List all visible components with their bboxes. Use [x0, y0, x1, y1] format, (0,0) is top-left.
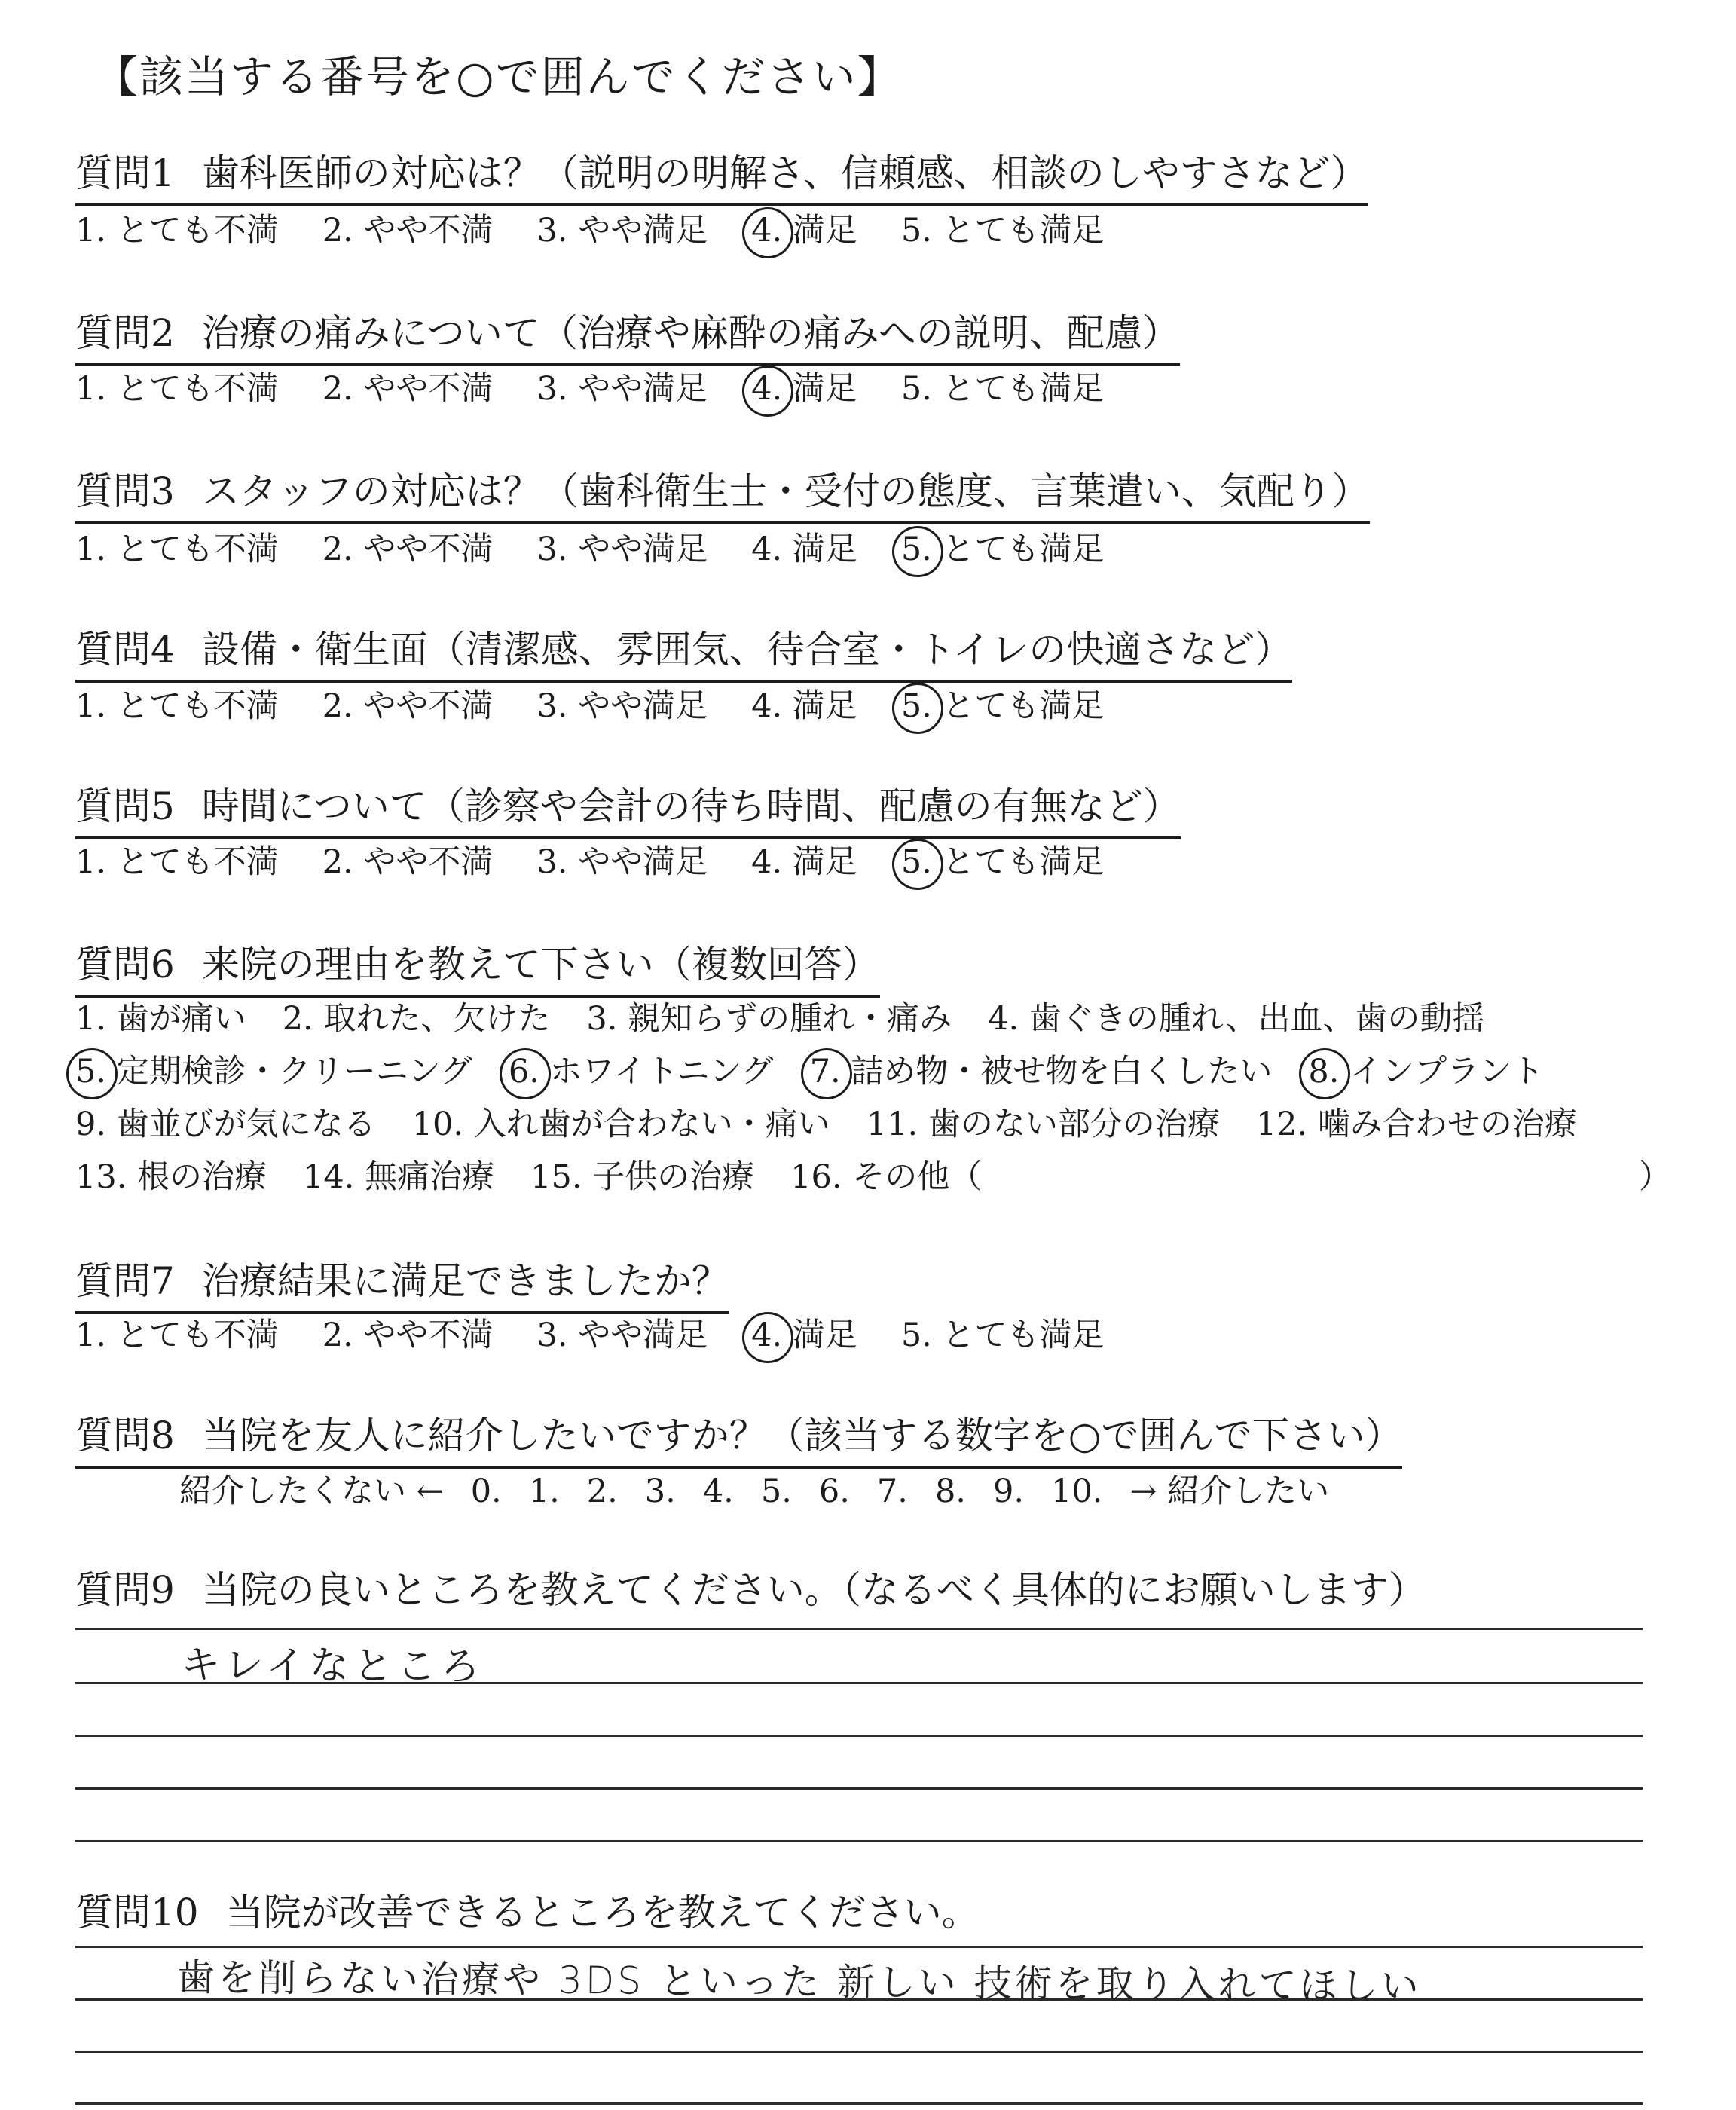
q6-option-11[interactable]: 11. 歯のない部分の治療 [866, 1105, 1220, 1143]
question-4-heading [75, 619, 1292, 683]
answer-line [75, 1998, 1643, 2001]
question-6-row-1 [75, 993, 1521, 1039]
q2-option-3[interactable]: 3. やや満足 [536, 370, 708, 408]
question-5-heading [75, 776, 1181, 839]
question-1-label: 質問1 [75, 151, 175, 195]
q7-option-3[interactable]: 3. やや満足 [536, 1316, 708, 1354]
question-2-label: 質問2 [75, 311, 175, 355]
question-2-heading [75, 303, 1180, 366]
question-9-heading [75, 1560, 1426, 1620]
q6-option-10[interactable]: 10. 入れ歯が合わない・痛い [411, 1105, 830, 1143]
q7-option-4-circled[interactable]: 4. 満足 [751, 1316, 857, 1354]
question-7-label: 質問7 [75, 1259, 175, 1303]
q3-option-3[interactable]: 3. やや満足 [536, 531, 708, 568]
scale-right-label: → 紹介したい [1129, 1472, 1330, 1510]
q6-option-16[interactable]: 16. その他（ [790, 1158, 983, 1196]
q6-answer-circle-8: 8. [1308, 1053, 1340, 1090]
question-5-options [75, 836, 1148, 882]
answer-line [75, 2051, 1643, 2053]
question-6-label: 質問6 [75, 943, 175, 986]
answer-line [75, 1628, 1643, 1630]
question-4-text: 設備・衛生面（清潔感、雰囲気、待合室・トイレの快適さなど） [201, 628, 1293, 671]
q2-option-4-circled[interactable]: 4. 満足 [751, 370, 857, 408]
q3-option-1[interactable]: 1. とても不満 [75, 531, 279, 568]
q1-option-4-circled[interactable]: 4. 満足 [751, 212, 857, 249]
answer-line [75, 1682, 1643, 1684]
q6-option-1[interactable]: 1. 歯が痛い [75, 1000, 246, 1038]
q7-option-1[interactable]: 1. とても不満 [75, 1316, 279, 1354]
question-7-heading [75, 1251, 729, 1314]
scale-9[interactable]: 9. [992, 1472, 1025, 1510]
question-10-label: 質問10 [75, 1891, 199, 1934]
question-6-row-2 [75, 1046, 1580, 1092]
question-1-text: 歯科医師の対応は？（説明の明解さ、信頼感、相談のしやすさなど） [201, 151, 1368, 195]
answer-line [75, 2102, 1643, 2105]
question-8-heading [75, 1405, 1402, 1469]
q6-option-2[interactable]: 2. 取れた、欠けた [282, 1000, 551, 1038]
scale-2[interactable]: 2. [586, 1472, 618, 1510]
page-title: 【該当する番号を○で囲んでください】 [94, 51, 903, 102]
question-2-options [75, 363, 1148, 409]
question-10-heading [75, 1882, 980, 1943]
question-6-row-4 [75, 1151, 1018, 1197]
q5-option-3[interactable]: 3. やや満足 [536, 843, 708, 881]
q6-option-3[interactable]: 3. 親知らずの腫れ・痛み [586, 1000, 952, 1038]
scale-8[interactable]: 8. [934, 1472, 966, 1510]
question-9-label: 質問9 [75, 1568, 175, 1612]
q6-option-4[interactable]: 4. 歯ぐきの腫れ、出血、歯の動揺 [988, 1000, 1485, 1038]
scale-0[interactable]: 0. [470, 1472, 502, 1510]
q1-option-3[interactable]: 3. やや満足 [536, 212, 708, 249]
q6-answer-circle-7: 7. [809, 1053, 841, 1090]
question-10-answer-handwriting[interactable]: 歯を削らない治療や 3DS といった 新しい 技術を取り入れてほしい [176, 1956, 1422, 2008]
scale-3[interactable]: 3. [644, 1472, 676, 1510]
scale-1[interactable]: 1. [528, 1472, 560, 1510]
q4-answer-circle: 5. [900, 687, 932, 725]
question-5-text: 時間について（診察や会計の待ち時間、配慮の有無など） [201, 784, 1181, 828]
q4-option-3[interactable]: 3. やや満足 [536, 687, 708, 725]
question-3-heading [75, 461, 1370, 524]
q6-other-close-paren: ） [1639, 1158, 1671, 1196]
question-8-scale [179, 1466, 1356, 1512]
question-1-heading [75, 143, 1368, 206]
q5-option-2[interactable]: 2. やや不満 [322, 843, 494, 881]
scale-5[interactable]: 5. [760, 1472, 792, 1510]
q7-answer-circle: 4. [751, 1316, 783, 1354]
q2-answer-circle: 4. [751, 370, 783, 408]
question-9-text: 当院の良いところを教えてください。（なるべく具体的にお願いします） [201, 1568, 1426, 1612]
q7-option-2[interactable]: 2. やや不満 [322, 1316, 494, 1354]
scale-left-label: 紹介したくない ← [179, 1472, 444, 1510]
q2-option-1[interactable]: 1. とても不満 [75, 370, 279, 408]
q1-option-5[interactable]: 5. とても満足 [900, 212, 1105, 249]
q4-option-5-circled[interactable]: 5. とても満足 [900, 687, 1105, 725]
question-5-label: 質問5 [75, 784, 175, 828]
question-6-row-3 [75, 1099, 1613, 1145]
q1-option-2[interactable]: 2. やや不満 [322, 212, 494, 249]
question-3-label: 質問3 [75, 469, 175, 513]
question-10-text: 当院が改善できるところを教えてください。 [225, 1891, 980, 1934]
question-4-options [75, 680, 1148, 726]
question-7-text: 治療結果に満足できましたか？ [201, 1259, 729, 1303]
question-7-options [75, 1310, 1148, 1356]
question-4-label: 質問4 [75, 628, 175, 671]
q6-option-12[interactable]: 12. 噛み合わせの治療 [1255, 1105, 1577, 1143]
q5-answer-circle: 5. [900, 843, 932, 881]
question-3-text: スタッフの対応は？（歯科衛生士・受付の態度、言葉遣い、気配り） [201, 469, 1370, 513]
q6-answer-circle-6: 6. [508, 1053, 539, 1090]
question-3-options [75, 524, 1148, 570]
q2-option-2[interactable]: 2. やや不満 [322, 370, 494, 408]
question-6-text: 来院の理由を教えて下さい（複数回答） [201, 943, 880, 986]
question-1-options [75, 205, 1148, 251]
q5-option-5-circled[interactable]: 5. とても満足 [900, 843, 1105, 881]
q3-option-5-circled[interactable]: 5. とても満足 [900, 531, 1105, 568]
answer-line [75, 1840, 1643, 1842]
scale-10[interactable]: 10. [1051, 1472, 1103, 1510]
q4-option-2[interactable]: 2. やや不満 [322, 687, 494, 725]
q7-option-5[interactable]: 5. とても満足 [900, 1316, 1105, 1354]
q6-option-5-circled[interactable]: 5. 定期検診・クリーニング [75, 1053, 472, 1090]
q6-option-6-circled[interactable]: 6. ホワイトニング [508, 1053, 774, 1090]
q5-option-1[interactable]: 1. とても不満 [75, 843, 279, 881]
q1-answer-circle: 4. [751, 212, 783, 249]
q2-option-5[interactable]: 5. とても満足 [900, 370, 1105, 408]
question-9-answer-handwriting[interactable]: キレイなところ [180, 1642, 485, 1690]
q5-option-4[interactable]: 4. 満足 [751, 843, 857, 881]
question-2-text: 治療の痛みについて（治療や麻酔の痛みへの説明、配慮） [201, 311, 1180, 355]
q3-answer-circle: 5. [900, 531, 932, 568]
q6-option-7-circled[interactable]: 7. 詰め物・被せ物を白くしたい [809, 1053, 1273, 1090]
scale-7[interactable]: 7. [876, 1472, 908, 1510]
scale-4[interactable]: 4. [702, 1472, 734, 1510]
q6-option-15[interactable]: 15. 子供の治療 [530, 1158, 755, 1196]
question-8-label: 質問8 [75, 1414, 175, 1457]
q6-option-8-circled[interactable]: 8. インプラント [1308, 1053, 1545, 1090]
q1-option-1[interactable]: 1. とても不満 [75, 212, 279, 249]
question-8-text: 当院を友人に紹介したいですか？（該当する数字を○で囲んで下さい） [201, 1414, 1403, 1457]
q6-option-14[interactable]: 14. 無痛治療 [303, 1158, 495, 1196]
answer-line [75, 1787, 1643, 1790]
scale-6[interactable]: 6. [818, 1472, 850, 1510]
q6-option-13[interactable]: 13. 根の治療 [75, 1158, 267, 1196]
q6-answer-circle-5: 5. [75, 1053, 107, 1090]
q4-option-4[interactable]: 4. 満足 [751, 687, 857, 725]
q3-option-4[interactable]: 4. 満足 [751, 531, 857, 568]
q6-option-9[interactable]: 9. 歯並びが気になる [75, 1105, 376, 1143]
question-6-heading [75, 934, 880, 998]
q3-option-2[interactable]: 2. やや不満 [322, 531, 494, 568]
q4-option-1[interactable]: 1. とても不満 [75, 687, 279, 725]
answer-line [75, 1735, 1643, 1737]
